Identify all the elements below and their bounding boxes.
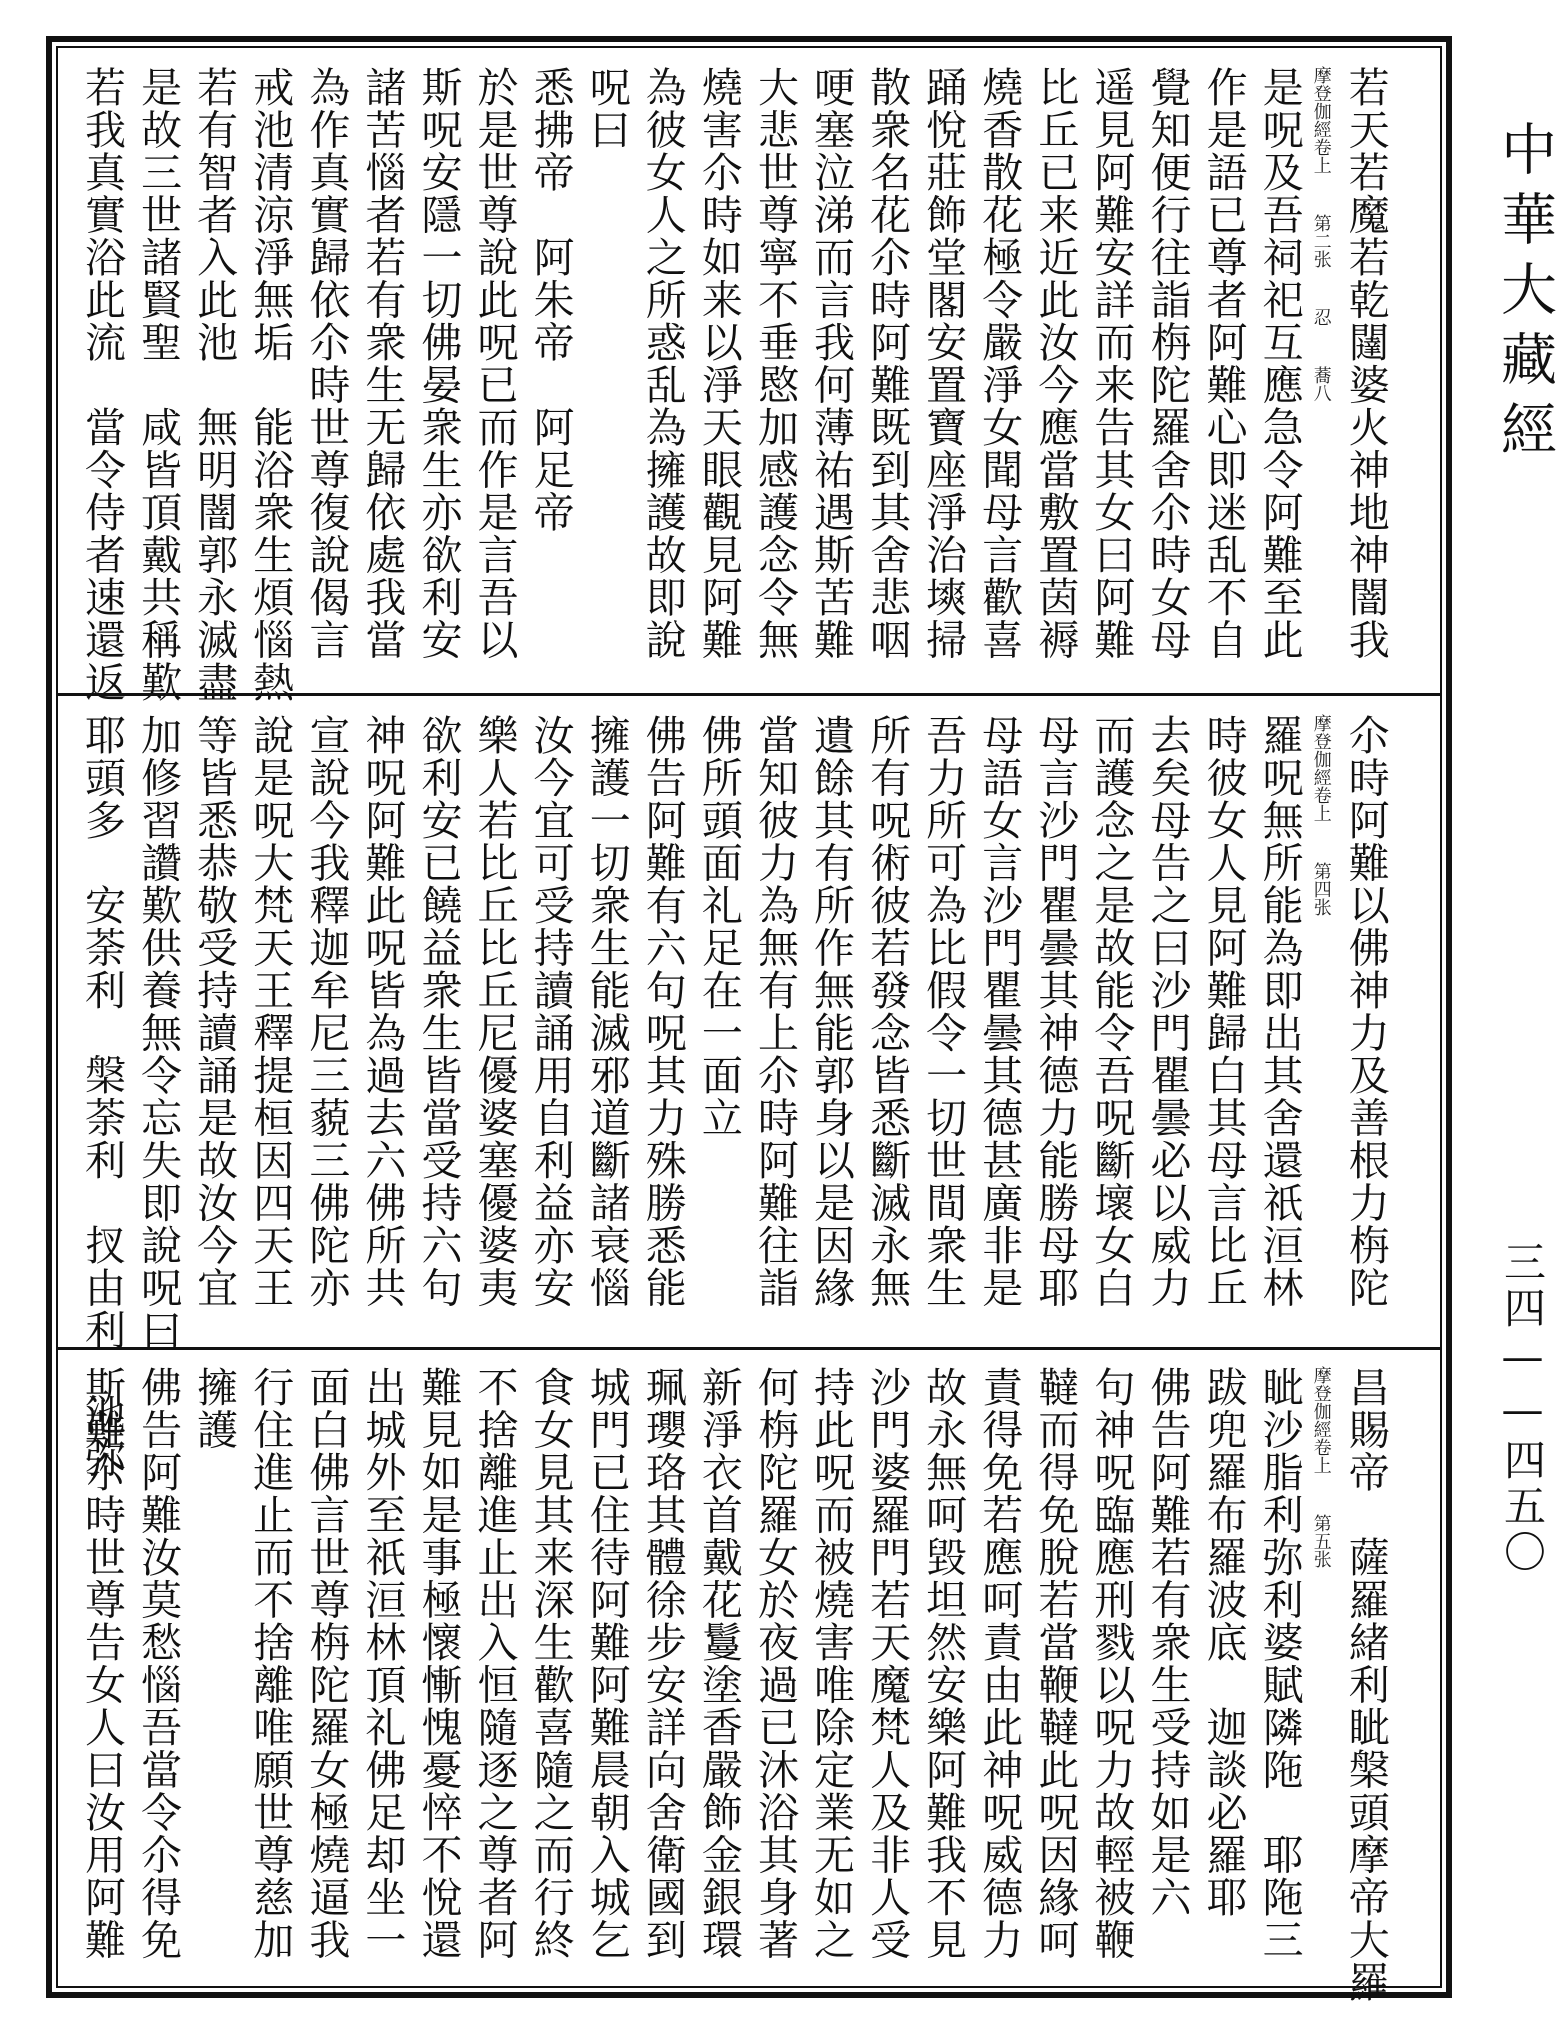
- text-column: 行住進止而不捨離唯願世尊慈加: [246, 1366, 295, 1961]
- text-column: 城門已住待阿難阿難晨朝入城乞: [582, 1366, 631, 1961]
- text-column: 出城外至祇洹林頂礼佛足却坐一: [358, 1366, 407, 1961]
- text-column: 加修習讚歎供養無令忘失即說呪曰: [134, 714, 183, 1352]
- text-column: 食女見其来深生歡喜隨之而行終: [526, 1366, 575, 1961]
- text-column: 戒池清涼淨無垢 能浴衆生煩惱熱: [246, 66, 295, 704]
- text-column: 沙門婆羅門若天魔梵人及非人受: [863, 1366, 912, 1961]
- text-panel-1: [76, 66, 1390, 704]
- header-mid: 第五张: [1310, 1514, 1332, 1568]
- text-column: 踊悅莊飾堂閣安置寶座淨治塽掃: [919, 66, 968, 661]
- text-column: 時彼女人見阿難歸白其母言比丘: [1199, 714, 1248, 1309]
- text-column: 珮瓔珞其體徐步安詳向舍衛國到: [638, 1366, 687, 1961]
- header-mid: 第四张: [1310, 862, 1332, 916]
- text-column: 不捨離進止出入恒隨逐之尊者阿: [470, 1366, 519, 1961]
- text-panel-3: [76, 1366, 1390, 2004]
- text-column: 遺餘其有所作無能郭身以是因緣: [807, 714, 856, 1309]
- text-column: 耶頭多 安荼利 槃荼利 扠由利 池弥: [78, 714, 126, 1479]
- text-column: 遥見阿難安詳而来告其女曰阿難: [1087, 66, 1136, 661]
- text-column: 若我真實浴此流 當令侍者速還返: [78, 66, 126, 704]
- header-extra: 蕎八: [1310, 366, 1332, 402]
- text-column: 何栴陀羅女於夜過已沐浴其身著: [750, 1366, 799, 1961]
- text-column: 為彼女人之所惑乱為擁護故即說: [638, 66, 687, 661]
- text-column: 諸苦惱者若有衆生无歸依處我當: [358, 66, 407, 661]
- text-column: 母語女言沙門瞿曇其德甚廣非是: [975, 714, 1024, 1309]
- text-column: 呪曰: [582, 66, 631, 151]
- text-panel-2: [76, 714, 1390, 1479]
- text-column: 佛告阿難若有衆生受持如是六: [1143, 1366, 1192, 1919]
- text-column: 羅呪無所能為即出其舍還祇洹林: [1255, 714, 1304, 1309]
- text-column: 尒時阿難以佛神力及善根力栴陀: [1341, 714, 1390, 1309]
- text-column: 是呪及吾祠祀互應急令阿難至此: [1255, 66, 1304, 661]
- text-column: 擁護: [190, 1366, 239, 1451]
- text-column: 樂人若比丘比丘尼優婆塞優婆夷: [470, 714, 519, 1309]
- page-number: 三四——四五〇: [1498, 1240, 1547, 1576]
- header-left: 摩登伽經卷上: [1310, 714, 1332, 822]
- text-column: 哽塞泣涕而言我何薄祐遇斯苦難: [807, 66, 856, 661]
- text-column: 佛告阿難汝莫愁惱吾當令尒得免: [134, 1366, 183, 1961]
- text-column: 作是語已尊者阿難心即迷乱不自: [1199, 66, 1248, 661]
- text-column: 為作真實歸依尒時世尊復說偈言: [302, 66, 351, 661]
- text-column: 神呪阿難此呪皆為過去六佛所共: [358, 714, 407, 1309]
- text-column: 斯呪安隱一切佛晏衆生亦欲利安: [414, 66, 463, 661]
- text-column: 汝今宜可受持讀誦用自利益亦安: [526, 714, 575, 1309]
- text-column: 新淨衣首戴花鬘塗香嚴飾金銀環: [694, 1366, 743, 1961]
- text-column: 句神呪臨應刑戮以呪力故輕被鞭: [1087, 1366, 1136, 1961]
- text-column: 佛告阿難有六句呪其力殊勝悉能: [638, 714, 687, 1309]
- text-column: 宣說今我釋迦牟尼三藐三佛陀亦: [302, 714, 351, 1309]
- text-column: 去矣母告之曰沙門瞿曇必以威力: [1143, 714, 1192, 1309]
- text-column: 說是呪大梵天王釋提桓因四天王: [246, 714, 295, 1309]
- header-left: 摩登伽經卷上: [1310, 66, 1332, 174]
- text-column: 難見如是事極懷慚愧憂悴不悅還: [414, 1366, 463, 1961]
- text-column: 所有呪術彼若發念皆悉斷滅永無: [863, 714, 912, 1309]
- text-column: 散衆名花尒時阿難既到其舍悲咽: [863, 66, 912, 661]
- header-right: 忍: [1310, 308, 1332, 326]
- running-header: [1310, 1366, 1330, 1688]
- text-column: 斯難尒時世尊告女人曰汝用阿難: [78, 1366, 126, 1961]
- text-column: 吾力所可為比假令一切世間衆生: [919, 714, 968, 1309]
- text-column: 悉拂帝 阿朱帝 阿足帝: [526, 66, 575, 534]
- text-column: 於是世尊說此呪已而作是言吾以: [470, 66, 519, 661]
- text-column: 昌賜帝 薩羅緒利眦槃頭摩帝大羅: [1341, 1366, 1390, 2004]
- text-column: 面白佛言世尊栴陀羅女極燒逼我: [302, 1366, 351, 1961]
- text-column: 佛所頭面礼足在一面立: [694, 714, 743, 1139]
- text-column: 是故三世諸賢聖 咸皆頂戴共稱歎: [134, 66, 183, 704]
- text-column: 母言沙門瞿曇其神德力能勝母耶: [1031, 714, 1080, 1309]
- text-column: 燒害尒時如来以淨天眼觀見阿難: [694, 66, 743, 661]
- text-column: 持此呪而被燒害唯除定業无如之: [807, 1366, 856, 1961]
- text-column: 比丘已来近此汝今應當敷置茵褥: [1031, 66, 1080, 661]
- text-column: 等皆悉恭敬受持讀誦是故汝今宜: [190, 714, 239, 1309]
- text-column: 欲利安已饒益衆生皆當受持六句: [414, 714, 463, 1309]
- running-header: [1310, 714, 1330, 1036]
- header-left: 摩登伽經卷上: [1310, 1366, 1332, 1474]
- text-column: 若天若魔若乾闥婆火神地神闇我: [1341, 66, 1390, 661]
- text-column: 而護念之是故能令吾呪斷壞女白: [1087, 714, 1136, 1309]
- panel-divider-2: [56, 1347, 1442, 1350]
- text-column: 韃而得免脫若當鞭韃此呪因緣呵: [1031, 1366, 1080, 1961]
- text-column: 覺知便行往詣栴陀羅舍尒時女母: [1143, 66, 1192, 661]
- text-column: 當知彼力為無有上尒時阿難往詣: [750, 714, 799, 1309]
- running-header: [1310, 66, 1330, 442]
- text-column: 眦沙脂利弥利婆賦隣陁 耶陁三: [1255, 1366, 1304, 1961]
- collection-title: 中華大藏經: [1492, 120, 1557, 470]
- text-column: 故永無呵毀坦然安樂阿難我不見: [919, 1366, 968, 1961]
- text-column: 責得免若應呵責由此神呪威德力: [975, 1366, 1024, 1961]
- text-column: 燒香散花極令嚴淨女聞母言歡喜: [975, 66, 1024, 661]
- header-mid: 第二张: [1310, 214, 1332, 268]
- text-column: 跋兜羅布羅波底 迦談必羅耶: [1199, 1366, 1248, 1919]
- text-column: 擁護一切衆生能滅邪道斷諸衰惱: [582, 714, 631, 1309]
- text-column: 若有智者入此池 無明闇郭永滅盡: [190, 66, 239, 704]
- text-column: 大悲世尊寧不垂愍加感護念令無: [750, 66, 799, 661]
